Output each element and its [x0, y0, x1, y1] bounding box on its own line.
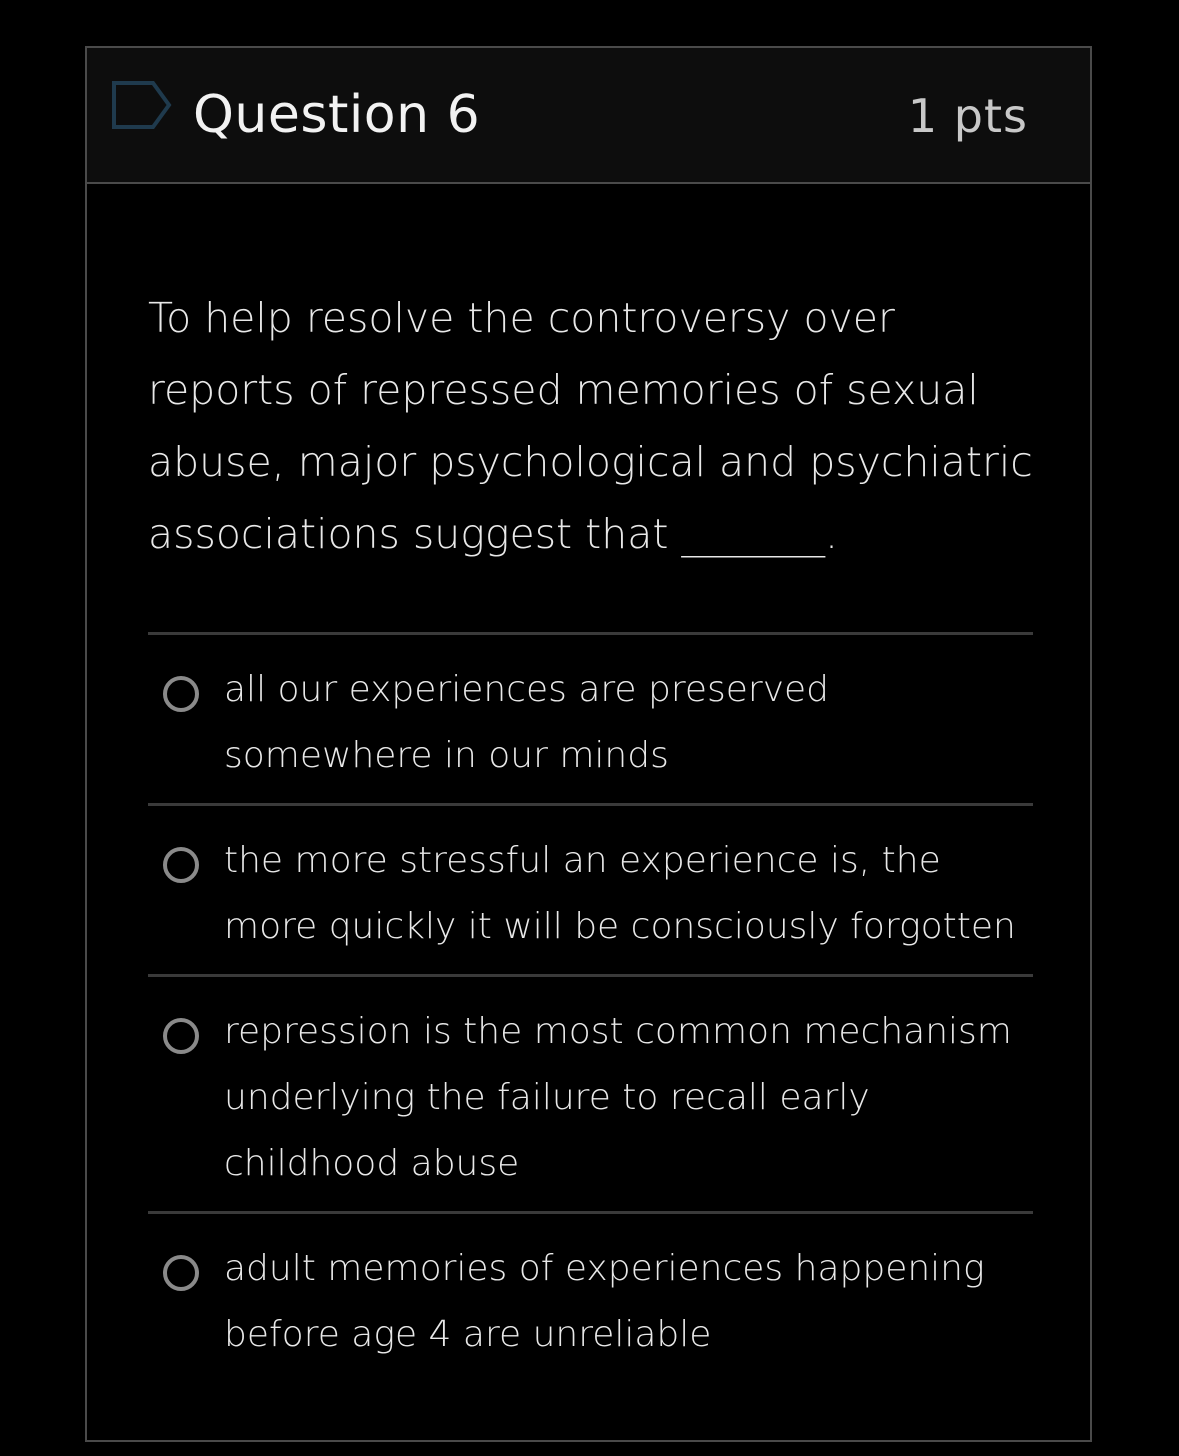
- answer-label: repression is the most common mechanism underlying the failure to recall early childhood abuse: [224, 1011, 1012, 1184]
- answer-option-2[interactable]: [148, 806, 1033, 974]
- question-title: Question 6: [193, 85, 481, 145]
- answer-option-1[interactable]: [148, 635, 1033, 803]
- answer-option-4[interactable]: [148, 1214, 1033, 1382]
- answer-label: the more stressful an experience is, the more quickly it will be consciously forgotten: [224, 840, 1016, 947]
- flag-icon[interactable]: [111, 80, 173, 130]
- answer-option-3[interactable]: [148, 977, 1033, 1211]
- question-card: [85, 46, 1092, 1442]
- question-blank: _______.: [681, 510, 839, 558]
- question-text-block: [148, 282, 1038, 570]
- radio-button[interactable]: [163, 676, 199, 712]
- radio-button[interactable]: [163, 1255, 199, 1291]
- question-header: [87, 48, 1090, 184]
- answer-label: all our experiences are preserved somewhere in our minds: [224, 669, 830, 776]
- question-points: 1 pts: [907, 89, 1028, 143]
- answer-list: [148, 632, 1033, 1382]
- question-text: To help resolve the controversy over reports of repressed memories of sexual abuse, major psychological and psychiatric associations suggest that: [148, 294, 1033, 558]
- radio-button[interactable]: [163, 847, 199, 883]
- answer-label: adult memories of experiences happening before age 4 are unreliable: [224, 1248, 985, 1355]
- radio-button[interactable]: [163, 1018, 199, 1054]
